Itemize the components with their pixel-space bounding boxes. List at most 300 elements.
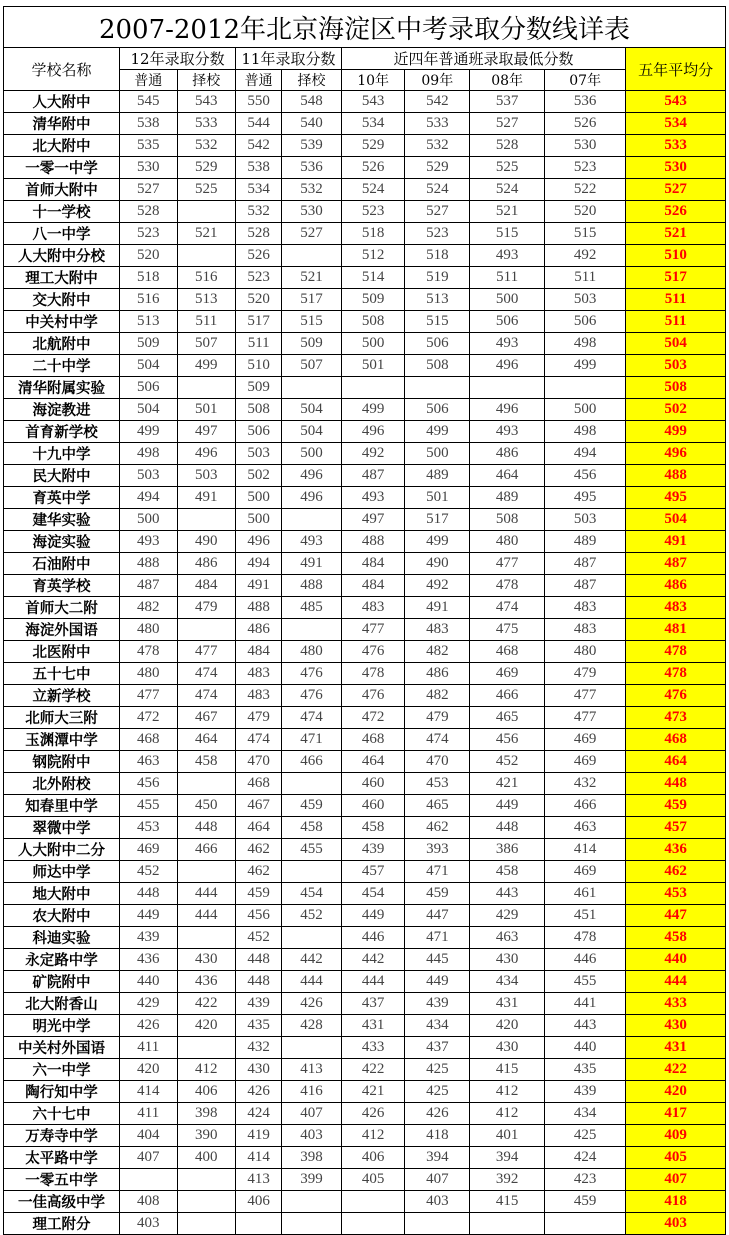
score-cell-y08: 430 [470,949,545,971]
score-cell-y11-regular: 413 [236,1169,282,1191]
score-cell-y09: 483 [405,619,470,641]
table-row [4,223,726,245]
score-cell-y10: 405 [341,1169,405,1191]
score-cell-y11-selective: 536 [282,157,342,179]
score-cell-y10: 478 [341,663,405,685]
score-cell-y12-regular: 440 [120,971,178,993]
score-cell-y11-selective: 452 [282,905,342,927]
average-score-cell: 502 [626,399,726,421]
score-cell-y11-selective: 532 [282,179,342,201]
school-name-cell: 海淀外国语 [4,619,120,641]
score-cell-y11-regular: 459 [236,883,282,905]
school-name-cell: 八一中学 [4,223,120,245]
table-row [4,509,726,531]
score-cell-y11-regular: 532 [236,201,282,223]
score-cell-y10: 487 [341,465,405,487]
average-score-cell: 464 [626,751,726,773]
score-cell-y10: 406 [341,1147,405,1169]
score-cell-y12-regular: 420 [120,1059,178,1081]
school-name-cell: 首育新学校 [4,421,120,443]
school-name-cell: 育英学校 [4,575,120,597]
score-cell-y10: 496 [341,421,405,443]
score-cell-y09: 425 [405,1081,470,1103]
five-year-average-header: 五年平均分 [626,48,726,91]
score-cell-y12-selective: 499 [177,355,236,377]
school-name-cell: 陶行知中学 [4,1081,120,1103]
score-cell-y12-selective: 444 [177,883,236,905]
score-cell-y11-regular: 452 [236,927,282,949]
score-cell-y12-regular: 523 [120,223,178,245]
score-cell-y11-regular: 414 [236,1147,282,1169]
average-score-cell: 495 [626,487,726,509]
school-name-cell: 北外附校 [4,773,120,795]
average-score-cell: 431 [626,1037,726,1059]
score-cell-y11-selective: 504 [282,399,342,421]
score-cell-y12-selective: 529 [177,157,236,179]
score-cell-y10 [341,1191,405,1213]
table-row [4,355,726,377]
score-cell-y12-selective: 398 [177,1103,236,1125]
score-cell-y11-selective [282,1191,342,1213]
school-name-cell: 二十中学 [4,355,120,377]
score-cell-y12-regular: 509 [120,333,178,355]
score-cell-y11-regular: 430 [236,1059,282,1081]
y10-header: 10年 [341,70,405,91]
average-score-cell: 420 [626,1081,726,1103]
score-cell-y07: 424 [545,1147,626,1169]
score-cell-y10: 512 [341,245,405,267]
score-cell-y07: 469 [545,861,626,883]
score-cell-y08: 449 [470,795,545,817]
table-row [4,333,726,355]
score-cell-y11-selective: 407 [282,1103,342,1125]
school-name-cell: 理工大附中 [4,267,120,289]
school-name-cell: 育英中学 [4,487,120,509]
score-cell-y11-regular: 464 [236,817,282,839]
school-name-cell: 太平路中学 [4,1147,120,1169]
average-score-cell: 508 [626,377,726,399]
score-cell-y08: 468 [470,641,545,663]
score-cell-y11-regular: 506 [236,421,282,443]
score-cell-y11-regular: 468 [236,773,282,795]
score-cell-y11-regular: 483 [236,663,282,685]
score-cell-y12-regular: 477 [120,685,178,707]
score-cell-y09: 519 [405,267,470,289]
score-cell-y10: 476 [341,641,405,663]
score-cell-y11-selective: 416 [282,1081,342,1103]
score-cell-y10: 446 [341,927,405,949]
score-cell-y12-regular: 506 [120,377,178,399]
average-score-cell: 430 [626,1015,726,1037]
score-cell-y12-selective: 477 [177,641,236,663]
average-score-cell: 473 [626,707,726,729]
score-cell-y12-regular: 403 [120,1213,178,1235]
table-row [4,465,726,487]
score-cell-y12-regular: 518 [120,267,178,289]
score-cell-y12-regular: 504 [120,355,178,377]
score-cell-y11-selective: 459 [282,795,342,817]
score-cell-y08 [470,377,545,399]
average-score-cell: 527 [626,179,726,201]
score-cell-y11-selective [282,773,342,795]
score-cell-y11-selective [282,245,342,267]
page-title: 2007-2012年北京海淀区中考录取分数线详表 [4,7,726,48]
score-cell-y09: 471 [405,861,470,883]
score-cell-y08: 515 [470,223,545,245]
score-cell-y10: 464 [341,751,405,773]
score-cell-y08: 493 [470,333,545,355]
score-cell-y12-selective: 543 [177,91,236,113]
table-row [4,531,726,553]
score-cell-y09: 453 [405,773,470,795]
score-cell-y12-regular: 411 [120,1103,178,1125]
score-cell-y09: 482 [405,685,470,707]
score-cell-y07: 487 [545,575,626,597]
score-cell-y12-selective [177,245,236,267]
average-score-cell: 476 [626,685,726,707]
score-cell-y11-regular: 470 [236,751,282,773]
score-cell-y12-selective [177,509,236,531]
score-cell-y12-regular: 407 [120,1147,178,1169]
score-cell-y11-regular: 479 [236,707,282,729]
score-cell-y11-regular: 406 [236,1191,282,1213]
school-name-cell: 矿院附中 [4,971,120,993]
score-cell-y12-regular: 426 [120,1015,178,1037]
average-score-cell: 491 [626,531,726,553]
score-cell-y11-selective [282,509,342,531]
score-cell-y08: 525 [470,157,545,179]
table-row [4,971,726,993]
score-cell-y07: 455 [545,971,626,993]
score-cell-y07: 440 [545,1037,626,1059]
score-cell-y11-selective: 485 [282,597,342,619]
score-cell-y12-regular: 530 [120,157,178,179]
score-cell-y11-regular: 544 [236,113,282,135]
school-name-cell: 北大附香山 [4,993,120,1015]
score-cell-y11-selective: 442 [282,949,342,971]
score-cell-y09 [405,1213,470,1235]
score-cell-y12-selective: 420 [177,1015,236,1037]
score-cell-y12-selective: 511 [177,311,236,333]
score-cell-y07: 503 [545,509,626,531]
score-cell-y07: 479 [545,663,626,685]
score-cell-y12-selective: 466 [177,839,236,861]
score-cell-y10: 518 [341,223,405,245]
score-cell-y12-selective: 503 [177,465,236,487]
score-cell-y10 [341,377,405,399]
score-cell-y12-regular: 408 [120,1191,178,1213]
school-name-cell: 一零五中学 [4,1169,120,1191]
score-cell-y10: 492 [341,443,405,465]
score-cell-y11-selective: 507 [282,355,342,377]
score-cell-y09: 489 [405,465,470,487]
score-cell-y11-selective [282,927,342,949]
y11-regular-header: 普通 [236,70,282,91]
score-cell-y11-regular: 474 [236,729,282,751]
score-cell-y09: 439 [405,993,470,1015]
score-cell-y11-selective: 491 [282,553,342,575]
average-score-cell: 486 [626,575,726,597]
score-cell-y07: 536 [545,91,626,113]
score-cell-y08 [470,1213,545,1235]
average-score-cell: 511 [626,289,726,311]
score-cell-y11-selective [282,377,342,399]
score-cell-y07: 498 [545,333,626,355]
score-cell-y10: 426 [341,1103,405,1125]
y07-header: 07年 [545,70,626,91]
score-cell-y08: 500 [470,289,545,311]
score-cell-y08: 429 [470,905,545,927]
score-cell-y09: 482 [405,641,470,663]
table-row [4,1213,726,1235]
score-cell-y08: 508 [470,509,545,531]
score-cell-y12-selective: 521 [177,223,236,245]
average-score-cell: 517 [626,267,726,289]
table-row [4,839,726,861]
school-name-cell: 理工附分 [4,1213,120,1235]
score-cell-y08: 506 [470,311,545,333]
score-cell-y12-selective [177,927,236,949]
score-cell-y11-regular: 432 [236,1037,282,1059]
score-cell-y08: 527 [470,113,545,135]
score-cell-y07: 487 [545,553,626,575]
score-cell-y12-regular: 480 [120,619,178,641]
score-cell-y08: 469 [470,663,545,685]
score-cell-y12-selective: 491 [177,487,236,509]
table-row [4,1125,726,1147]
score-cell-y10: 476 [341,685,405,707]
y08-header: 08年 [470,70,545,91]
score-cell-y12-selective: 484 [177,575,236,597]
score-cell-y10: 460 [341,773,405,795]
score-cell-y08: 465 [470,707,545,729]
school-name-cell: 科迪实验 [4,927,120,949]
score-cell-y11-selective: 496 [282,487,342,509]
score-cell-y11-selective: 403 [282,1125,342,1147]
score-cell-y10: 514 [341,267,405,289]
score-cell-y12-selective: 444 [177,905,236,927]
score-cell-y11-selective: 476 [282,685,342,707]
score-cell-y07: 441 [545,993,626,1015]
score-cell-y12-selective: 516 [177,267,236,289]
score-cell-y11-regular: 462 [236,861,282,883]
score-cell-y12-regular: 535 [120,135,178,157]
score-cell-y11-regular: 517 [236,311,282,333]
score-cell-y11-regular: 484 [236,641,282,663]
table-row [4,619,726,641]
table-row [4,399,726,421]
score-cell-y08: 493 [470,421,545,443]
score-cell-y09: 434 [405,1015,470,1037]
score-cell-y09: 425 [405,1059,470,1081]
table-row [4,729,726,751]
average-score-cell: 526 [626,201,726,223]
school-name-cell: 明光中学 [4,1015,120,1037]
score-cell-y11-regular: 502 [236,465,282,487]
score-cell-y07: 435 [545,1059,626,1081]
score-cell-y12-selective: 467 [177,707,236,729]
average-score-cell: 440 [626,949,726,971]
score-cell-y11-selective: 413 [282,1059,342,1081]
average-score-cell: 510 [626,245,726,267]
score-cell-y08: 486 [470,443,545,465]
score-cell-y11-regular: 508 [236,399,282,421]
school-name-cell: 海淀教进 [4,399,120,421]
score-cell-y11-selective: 540 [282,113,342,135]
score-cell-y11-regular: 494 [236,553,282,575]
score-cell-y12-regular: 436 [120,949,178,971]
score-cell-y10: 431 [341,1015,405,1037]
score-cell-y07: 466 [545,795,626,817]
score-cell-y07: 463 [545,817,626,839]
score-cell-y09: 501 [405,487,470,509]
table-row [4,267,726,289]
score-cell-y12-selective [177,1037,236,1059]
score-cell-y12-selective: 490 [177,531,236,553]
school-name-cell: 万寿寺中学 [4,1125,120,1147]
school-name-cell: 十一学校 [4,201,120,223]
score-cell-y07: 500 [545,399,626,421]
score-cell-y10: 523 [341,201,405,223]
score-cell-y09: 515 [405,311,470,333]
school-name-cell: 一零一中学 [4,157,120,179]
average-score-cell: 433 [626,993,726,1015]
score-cell-y12-regular: 527 [120,179,178,201]
table-row [4,443,726,465]
school-name-cell: 一佳高级中学 [4,1191,120,1213]
score-cell-y09: 445 [405,949,470,971]
score-cell-y12-regular: 414 [120,1081,178,1103]
school-name-cell: 师达中学 [4,861,120,883]
score-cell-y11-selective: 474 [282,707,342,729]
score-cell-y08: 394 [470,1147,545,1169]
score-cell-y12-regular: 520 [120,245,178,267]
table-row [4,1015,726,1037]
score-cell-y12-selective: 479 [177,597,236,619]
score-cell-y09: 447 [405,905,470,927]
score-cell-y07: 483 [545,597,626,619]
score-cell-y08: 443 [470,883,545,905]
average-score-cell: 407 [626,1169,726,1191]
table-row [4,1147,726,1169]
score-cell-y09 [405,377,470,399]
recent-four-years-header: 近四年普通班录取最低分数 [341,48,625,70]
score-cell-y08: 489 [470,487,545,509]
table-row [4,1081,726,1103]
score-cell-y12-selective: 486 [177,553,236,575]
school-name-cell: 知春里中学 [4,795,120,817]
score-cell-y12-regular: 513 [120,311,178,333]
score-cell-y09: 524 [405,179,470,201]
school-name-cell: 地大附中 [4,883,120,905]
score-cell-y11-selective: 504 [282,421,342,443]
score-cell-y12-regular: 480 [120,663,178,685]
score-cell-y07: 477 [545,707,626,729]
score-cell-y11-selective: 480 [282,641,342,663]
score-cell-y12-regular: 452 [120,861,178,883]
score-cell-y07: 423 [545,1169,626,1191]
score-cell-y12-regular: 528 [120,201,178,223]
table-row [4,1169,726,1191]
score-cell-y09: 465 [405,795,470,817]
school-name-cell: 玉渊潭中学 [4,729,120,751]
score-cell-y12-regular: 503 [120,465,178,487]
score-cell-y10: 412 [341,1125,405,1147]
y09-header: 09年 [405,70,470,91]
score-cell-y12-regular: 478 [120,641,178,663]
score-cell-y10: 433 [341,1037,405,1059]
school-name-cell: 清华附中 [4,113,120,135]
score-cell-y10: 458 [341,817,405,839]
school-name-cell: 建华实验 [4,509,120,531]
score-cell-y12-regular [120,1169,178,1191]
score-cell-y11-regular: 426 [236,1081,282,1103]
score-cell-y11-selective: 515 [282,311,342,333]
score-cell-y11-regular: 534 [236,179,282,201]
score-cell-y07: 520 [545,201,626,223]
score-cell-y07: 530 [545,135,626,157]
table-row [4,927,726,949]
school-name-cell: 六十七中 [4,1103,120,1125]
y12-regular-header: 普通 [120,70,178,91]
school-name-header: 学校名称 [4,48,120,91]
score-cell-y09: 513 [405,289,470,311]
score-cell-y10: 439 [341,839,405,861]
score-cell-y09: 471 [405,927,470,949]
score-cell-y08: 496 [470,355,545,377]
score-cell-y12-regular: 494 [120,487,178,509]
year-2012-header: 12年录取分数 [120,48,236,70]
score-cell-y11-regular: 523 [236,267,282,289]
score-cell-y11-selective: 530 [282,201,342,223]
school-name-cell: 首师大二附 [4,597,120,619]
score-cell-y11-selective: 476 [282,663,342,685]
score-cell-y12-regular: 538 [120,113,178,135]
score-cell-y08: 392 [470,1169,545,1191]
score-cell-y12-selective: 458 [177,751,236,773]
score-cell-y12-selective [177,861,236,883]
score-cell-y11-selective: 428 [282,1015,342,1037]
score-cell-y11-regular: 538 [236,157,282,179]
average-score-cell: 533 [626,135,726,157]
score-cell-y11-selective [282,861,342,883]
score-cell-y07: 494 [545,443,626,465]
score-cell-y12-regular: 488 [120,553,178,575]
score-cell-y08: 475 [470,619,545,641]
score-cell-y07: 443 [545,1015,626,1037]
score-cell-y08: 464 [470,465,545,487]
score-cell-y10: 493 [341,487,405,509]
score-cell-y11-regular: 528 [236,223,282,245]
score-cell-y07: 492 [545,245,626,267]
score-cell-y09: 437 [405,1037,470,1059]
score-cell-y08: 456 [470,729,545,751]
average-score-cell: 499 [626,421,726,443]
table-row [4,1103,726,1125]
score-cell-y11-regular: 500 [236,487,282,509]
table-row [4,597,726,619]
score-cell-y12-selective [177,1169,236,1191]
score-cell-y11-selective: 426 [282,993,342,1015]
score-cell-y12-regular: 404 [120,1125,178,1147]
score-cell-y11-regular: 511 [236,333,282,355]
score-cell-y07 [545,377,626,399]
average-score-cell: 417 [626,1103,726,1125]
score-cell-y08: 431 [470,993,545,1015]
score-cell-y12-regular: 487 [120,575,178,597]
score-cell-y10: 501 [341,355,405,377]
score-cell-y12-regular: 429 [120,993,178,1015]
